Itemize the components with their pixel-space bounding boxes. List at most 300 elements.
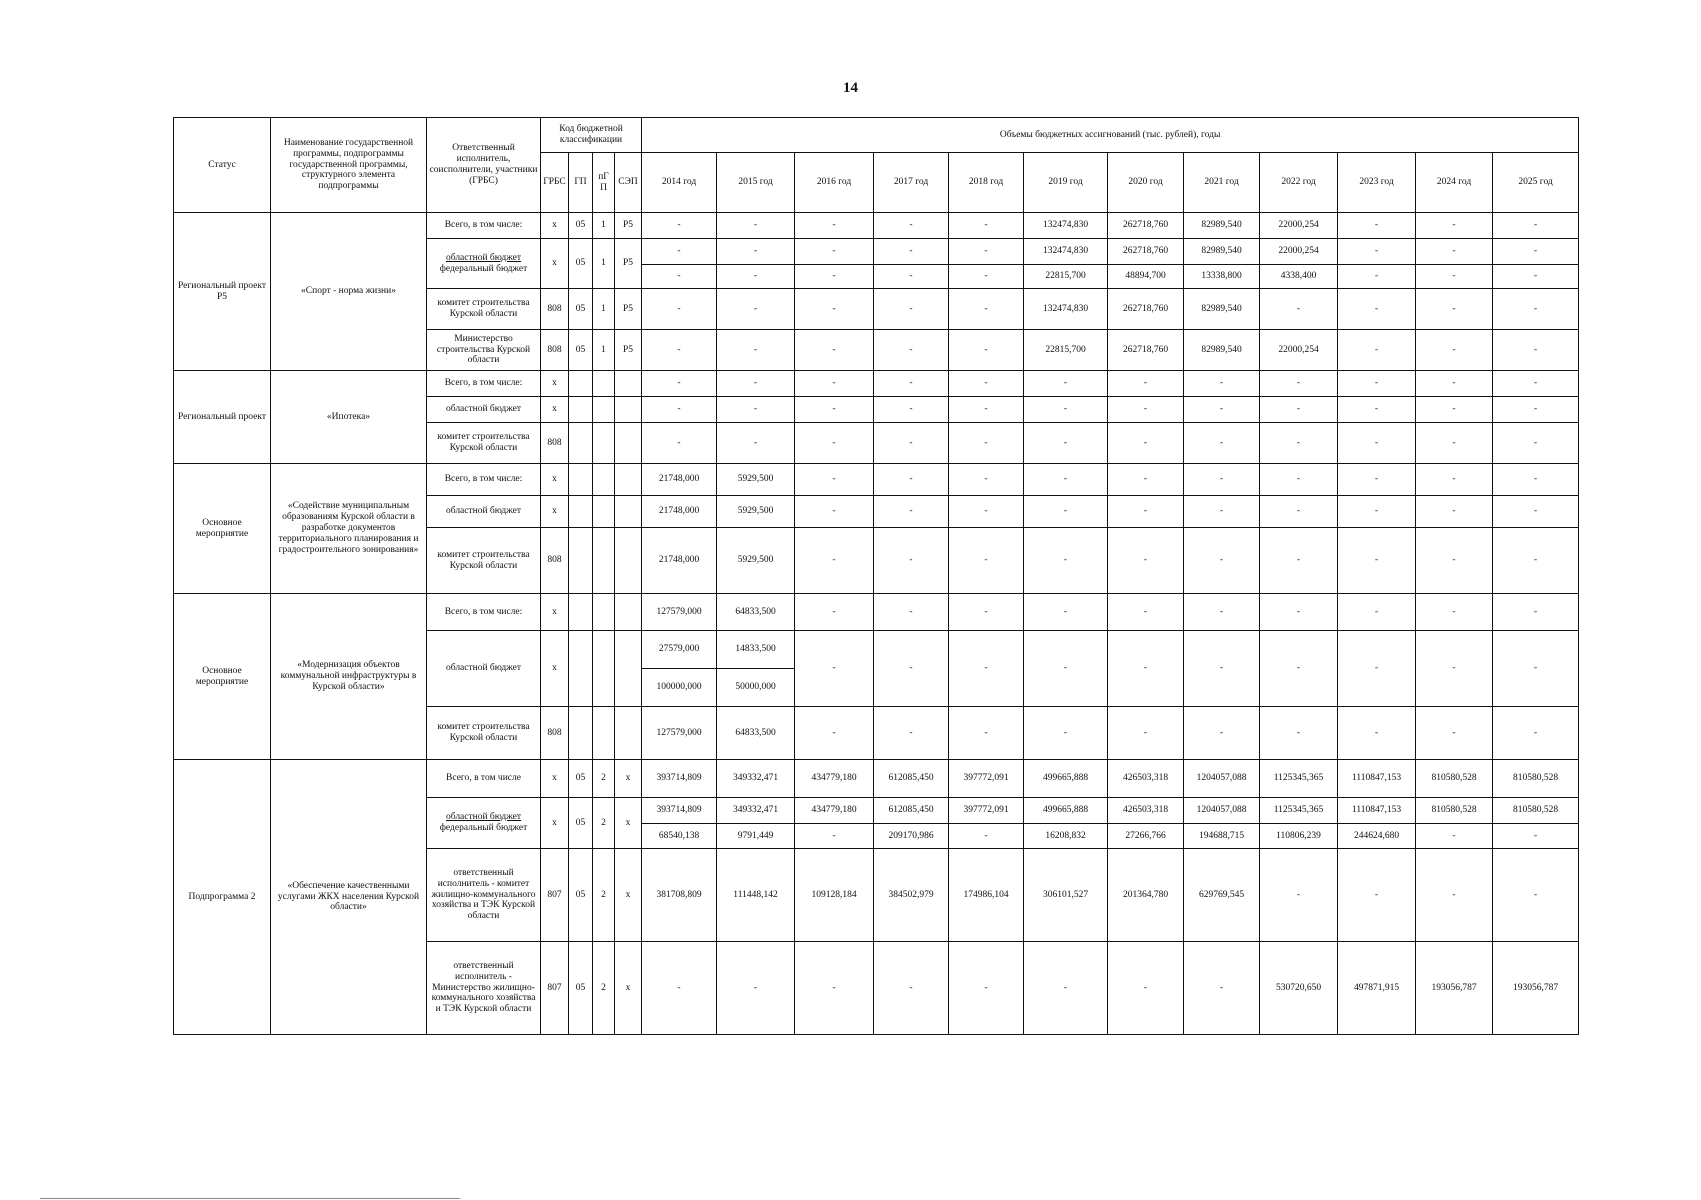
section-name: «Модернизация объектов коммунальной инфраструктуры в Курской области»: [271, 594, 427, 760]
value-cell: 530720,650: [1260, 942, 1338, 1035]
value-cell: 397772,091: [949, 798, 1024, 824]
value-cell: -: [1108, 528, 1184, 594]
value-cell: -: [1184, 397, 1260, 423]
value-cell: -: [949, 942, 1024, 1035]
value-cell: 262718,760: [1108, 239, 1184, 265]
budget-table: [173, 117, 1579, 1035]
section-status: Основное мероприятие: [174, 464, 271, 594]
value-cell: -: [949, 265, 1024, 289]
value-cell: -: [1260, 289, 1338, 330]
value-cell: -: [795, 496, 874, 528]
value-cell: -: [874, 707, 949, 760]
code-cell: [615, 594, 642, 631]
value-cell: 201364,780: [1108, 849, 1184, 942]
value-cell: -: [795, 824, 874, 849]
value-cell: -: [795, 528, 874, 594]
value-cell: -: [1416, 849, 1493, 942]
value-cell: -: [1493, 239, 1579, 265]
code-cell: х: [541, 798, 569, 849]
value-cell: -: [949, 631, 1024, 707]
section-name: «Спорт - норма жизни»: [271, 213, 427, 371]
value-cell: 262718,760: [1108, 213, 1184, 239]
value-cell: 82989,540: [1184, 330, 1260, 371]
value-cell: -: [795, 265, 874, 289]
value-cell: -: [1260, 528, 1338, 594]
value-cell: -: [1493, 213, 1579, 239]
header-responsible: Ответственный исполнитель, соисполнители, участники (ГРБС): [427, 118, 541, 213]
value-cell: -: [717, 265, 795, 289]
code-cell: 2: [593, 942, 615, 1035]
value-cell: 21748,000: [642, 464, 717, 496]
value-cell: 22000,254: [1260, 330, 1338, 371]
value-cell: -: [949, 213, 1024, 239]
header-code-2: пГП: [593, 153, 615, 213]
value-cell: 497871,915: [1338, 942, 1416, 1035]
value-cell: -: [874, 942, 949, 1035]
value-cell: -: [949, 824, 1024, 849]
code-cell: 05: [569, 330, 593, 371]
value-cell: -: [1024, 423, 1108, 464]
section-name: «Содействие муниципальным образованиям Курской области в разработке документов территориального планирования и градостроительного зонирования»: [271, 464, 427, 594]
value-cell: 262718,760: [1108, 330, 1184, 371]
value-cell: -: [949, 707, 1024, 760]
scan-edge: [40, 1198, 460, 1199]
code-cell: х: [541, 371, 569, 397]
value-cell: -: [874, 631, 949, 707]
header-code-1: ГП: [569, 153, 593, 213]
value-cell: -: [1338, 289, 1416, 330]
value-cell: -: [1338, 239, 1416, 265]
value-cell: 100000,000: [642, 669, 717, 707]
value-cell: 110806,239: [1260, 824, 1338, 849]
value-cell: -: [1338, 423, 1416, 464]
value-cell: -: [949, 528, 1024, 594]
code-cell: [569, 707, 593, 760]
code-cell: [615, 397, 642, 423]
value-cell: -: [1416, 289, 1493, 330]
value-cell: 306101,527: [1024, 849, 1108, 942]
value-cell: -: [1338, 397, 1416, 423]
section-name: «Ипотека»: [271, 371, 427, 464]
value-cell: -: [874, 239, 949, 265]
value-cell: -: [1338, 528, 1416, 594]
value-cell: -: [1260, 423, 1338, 464]
code-cell: 05: [569, 213, 593, 239]
value-cell: -: [1108, 423, 1184, 464]
value-cell: -: [1184, 528, 1260, 594]
code-cell: 807: [541, 849, 569, 942]
code-cell: х: [541, 496, 569, 528]
value-cell: -: [795, 330, 874, 371]
value-cell: -: [1416, 213, 1493, 239]
value-cell: -: [717, 942, 795, 1035]
value-cell: 393714,809: [642, 798, 717, 824]
value-cell: -: [1493, 594, 1579, 631]
code-cell: [615, 371, 642, 397]
code-cell: [569, 594, 593, 631]
header-year-5: 2019 год: [1024, 153, 1108, 213]
value-cell: -: [1260, 496, 1338, 528]
value-cell: 127579,000: [642, 707, 717, 760]
code-cell: 1: [593, 330, 615, 371]
code-cell: х: [615, 942, 642, 1035]
header-year-8: 2022 год: [1260, 153, 1338, 213]
value-cell: -: [1338, 213, 1416, 239]
responsible-label: федеральный бюджет: [439, 263, 528, 274]
value-cell: -: [795, 594, 874, 631]
value-cell: 193056,787: [1416, 942, 1493, 1035]
header-budget-code: Код бюджетной классификации: [541, 118, 642, 153]
responsible-cell: комитет строительства Курской области: [427, 707, 541, 760]
value-cell: -: [1184, 496, 1260, 528]
value-cell: -: [1108, 707, 1184, 760]
value-cell: 174986,104: [949, 849, 1024, 942]
value-cell: -: [949, 289, 1024, 330]
code-cell: х: [541, 239, 569, 289]
value-cell: -: [874, 265, 949, 289]
value-cell: 22815,700: [1024, 265, 1108, 289]
value-cell: -: [949, 464, 1024, 496]
value-cell: -: [874, 371, 949, 397]
value-cell: -: [717, 397, 795, 423]
code-cell: 807: [541, 942, 569, 1035]
value-cell: -: [642, 942, 717, 1035]
value-cell: 82989,540: [1184, 289, 1260, 330]
value-cell: 132474,830: [1024, 289, 1108, 330]
code-cell: [593, 631, 615, 707]
code-cell: [569, 397, 593, 423]
code-cell: 05: [569, 798, 593, 849]
value-cell: 1110847,153: [1338, 798, 1416, 824]
value-cell: -: [1493, 824, 1579, 849]
value-cell: -: [949, 594, 1024, 631]
header-year-3: 2017 год: [874, 153, 949, 213]
value-cell: -: [949, 496, 1024, 528]
value-cell: -: [1338, 631, 1416, 707]
value-cell: -: [1024, 397, 1108, 423]
value-cell: -: [1108, 371, 1184, 397]
value-cell: -: [717, 371, 795, 397]
value-cell: -: [1260, 631, 1338, 707]
code-cell: [593, 464, 615, 496]
value-cell: -: [1024, 594, 1108, 631]
value-cell: -: [874, 528, 949, 594]
value-cell: -: [1108, 397, 1184, 423]
value-cell: 810580,528: [1416, 760, 1493, 798]
value-cell: -: [1338, 707, 1416, 760]
value-cell: 5929,500: [717, 528, 795, 594]
code-cell: х: [541, 594, 569, 631]
header-year-10: 2024 год: [1416, 153, 1493, 213]
value-cell: -: [795, 464, 874, 496]
code-cell: 1: [593, 213, 615, 239]
value-cell: 21748,000: [642, 528, 717, 594]
value-cell: -: [874, 213, 949, 239]
responsible-cell: областной бюджет: [427, 631, 541, 707]
value-cell: 1125345,365: [1260, 798, 1338, 824]
value-cell: -: [1416, 397, 1493, 423]
value-cell: 1125345,365: [1260, 760, 1338, 798]
value-cell: -: [874, 464, 949, 496]
responsible-cell: Министерство строительства Курской области: [427, 330, 541, 371]
value-cell: -: [1416, 631, 1493, 707]
value-cell: 22000,254: [1260, 213, 1338, 239]
value-cell: 434779,180: [795, 760, 874, 798]
value-cell: 22000,254: [1260, 239, 1338, 265]
responsible-label: областной бюджет: [445, 812, 522, 823]
code-cell: Р5: [615, 289, 642, 330]
value-cell: -: [1493, 707, 1579, 760]
header-year-4: 2018 год: [949, 153, 1024, 213]
value-cell: -: [1338, 594, 1416, 631]
value-cell: 132474,830: [1024, 239, 1108, 265]
value-cell: 244624,680: [1338, 824, 1416, 849]
code-cell: 05: [569, 849, 593, 942]
header-year-1: 2015 год: [717, 153, 795, 213]
code-cell: [593, 371, 615, 397]
code-cell: х: [615, 760, 642, 798]
value-cell: -: [1493, 464, 1579, 496]
value-cell: 111448,142: [717, 849, 795, 942]
code-cell: [569, 496, 593, 528]
responsible-cell: ответственный исполнитель - Министерство жилищно-коммунального хозяйства и ТЭК Курской области: [427, 942, 541, 1035]
value-cell: -: [1024, 631, 1108, 707]
code-cell: [615, 631, 642, 707]
value-cell: -: [1493, 371, 1579, 397]
value-cell: -: [874, 594, 949, 631]
code-cell: х: [541, 397, 569, 423]
code-cell: 808: [541, 528, 569, 594]
section-status: Региональный проект Р5: [174, 213, 271, 371]
value-cell: 810580,528: [1493, 798, 1579, 824]
section-status: Региональный проект: [174, 371, 271, 464]
value-cell: -: [717, 239, 795, 265]
value-cell: -: [1416, 707, 1493, 760]
value-cell: -: [1024, 942, 1108, 1035]
code-cell: х: [541, 631, 569, 707]
value-cell: -: [949, 239, 1024, 265]
value-cell: 393714,809: [642, 760, 717, 798]
header-code-3: СЭП: [615, 153, 642, 213]
value-cell: 810580,528: [1416, 798, 1493, 824]
code-cell: 808: [541, 707, 569, 760]
responsible-label: областной бюджет: [445, 252, 522, 263]
value-cell: -: [717, 289, 795, 330]
value-cell: -: [1108, 594, 1184, 631]
value-cell: 612085,450: [874, 760, 949, 798]
code-cell: [593, 707, 615, 760]
responsible-cell: областной бюджет: [427, 496, 541, 528]
code-cell: х: [615, 798, 642, 849]
code-cell: 05: [569, 289, 593, 330]
value-cell: 349332,471: [717, 798, 795, 824]
table-row: [174, 371, 1579, 397]
value-cell: -: [1416, 423, 1493, 464]
value-cell: -: [1416, 528, 1493, 594]
table-row: [174, 213, 1579, 239]
page-number: 14: [843, 80, 858, 96]
responsible-cell: областной бюджет: [427, 397, 541, 423]
value-cell: 499665,888: [1024, 760, 1108, 798]
value-cell: 82989,540: [1184, 239, 1260, 265]
value-cell: -: [1024, 464, 1108, 496]
value-cell: -: [1416, 594, 1493, 631]
value-cell: -: [795, 397, 874, 423]
value-cell: -: [949, 330, 1024, 371]
code-cell: [569, 464, 593, 496]
code-cell: [615, 464, 642, 496]
value-cell: -: [795, 423, 874, 464]
value-cell: -: [1260, 707, 1338, 760]
table-row: [174, 760, 1579, 798]
value-cell: -: [642, 289, 717, 330]
code-cell: 808: [541, 423, 569, 464]
responsible-cell: Всего, в том числе:: [427, 371, 541, 397]
value-cell: -: [949, 371, 1024, 397]
value-cell: -: [874, 330, 949, 371]
responsible-cell: Всего, в том числе: [427, 760, 541, 798]
value-cell: -: [1493, 849, 1579, 942]
value-cell: -: [1108, 496, 1184, 528]
code-cell: [569, 528, 593, 594]
value-cell: -: [1493, 265, 1579, 289]
value-cell: -: [1493, 631, 1579, 707]
value-cell: -: [874, 496, 949, 528]
header-year-11: 2025 год: [1493, 153, 1579, 213]
value-cell: -: [1338, 496, 1416, 528]
value-cell: -: [1024, 707, 1108, 760]
code-cell: 808: [541, 289, 569, 330]
code-cell: [569, 371, 593, 397]
value-cell: -: [1260, 371, 1338, 397]
code-cell: [569, 631, 593, 707]
value-cell: 4338,400: [1260, 265, 1338, 289]
value-cell: -: [1416, 496, 1493, 528]
value-cell: -: [1108, 631, 1184, 707]
header-year-0: 2014 год: [642, 153, 717, 213]
value-cell: -: [1184, 631, 1260, 707]
table-row: [174, 464, 1579, 496]
responsible-cell: [427, 239, 541, 289]
value-cell: 64833,500: [717, 594, 795, 631]
value-cell: 5929,500: [717, 496, 795, 528]
value-cell: 68540,138: [642, 824, 717, 849]
value-cell: 1204057,088: [1184, 798, 1260, 824]
code-cell: [569, 423, 593, 464]
value-cell: -: [1416, 265, 1493, 289]
code-cell: 2: [593, 760, 615, 798]
value-cell: 48894,700: [1108, 265, 1184, 289]
value-cell: 13338,800: [1184, 265, 1260, 289]
code-cell: 1: [593, 239, 615, 289]
code-cell: х: [541, 213, 569, 239]
value-cell: 132474,830: [1024, 213, 1108, 239]
header-status: Статус: [174, 118, 271, 213]
value-cell: -: [795, 631, 874, 707]
value-cell: -: [642, 397, 717, 423]
value-cell: 193056,787: [1493, 942, 1579, 1035]
value-cell: 16208,832: [1024, 824, 1108, 849]
value-cell: -: [1416, 239, 1493, 265]
code-cell: 2: [593, 849, 615, 942]
code-cell: [593, 594, 615, 631]
value-cell: -: [642, 213, 717, 239]
code-cell: [593, 397, 615, 423]
value-cell: 21748,000: [642, 496, 717, 528]
value-cell: 22815,700: [1024, 330, 1108, 371]
value-cell: -: [949, 397, 1024, 423]
code-cell: [615, 423, 642, 464]
value-cell: -: [1024, 496, 1108, 528]
value-cell: -: [874, 423, 949, 464]
value-cell: -: [1024, 371, 1108, 397]
value-cell: -: [1184, 942, 1260, 1035]
code-cell: 2: [593, 798, 615, 849]
responsible-cell: Всего, в том числе:: [427, 213, 541, 239]
value-cell: -: [1260, 849, 1338, 942]
code-cell: [615, 496, 642, 528]
value-cell: -: [1184, 707, 1260, 760]
responsible-cell: комитет строительства Курской области: [427, 289, 541, 330]
value-cell: 194688,715: [1184, 824, 1260, 849]
value-cell: -: [1184, 464, 1260, 496]
code-cell: х: [541, 464, 569, 496]
value-cell: 1204057,088: [1184, 760, 1260, 798]
value-cell: 50000,000: [717, 669, 795, 707]
responsible-cell: [427, 798, 541, 849]
value-cell: 5929,500: [717, 464, 795, 496]
value-cell: 127579,000: [642, 594, 717, 631]
value-cell: -: [1184, 423, 1260, 464]
value-cell: 262718,760: [1108, 289, 1184, 330]
value-cell: -: [795, 942, 874, 1035]
value-cell: -: [1338, 265, 1416, 289]
code-cell: Р5: [615, 239, 642, 289]
code-cell: 05: [569, 942, 593, 1035]
header-volumes: Объемы бюджетных ассигнований (тыс. рублей), годы: [642, 118, 1579, 153]
value-cell: -: [1108, 464, 1184, 496]
value-cell: -: [1493, 330, 1579, 371]
section-status: Основное мероприятие: [174, 594, 271, 760]
value-cell: -: [1416, 464, 1493, 496]
value-cell: -: [795, 239, 874, 265]
code-cell: х: [541, 760, 569, 798]
value-cell: 384502,979: [874, 849, 949, 942]
responsible-cell: Всего, в том числе:: [427, 464, 541, 496]
header-year-6: 2020 год: [1108, 153, 1184, 213]
responsible-label: федеральный бюджет: [439, 823, 528, 833]
value-cell: 397772,091: [949, 760, 1024, 798]
value-cell: -: [874, 397, 949, 423]
value-cell: -: [1184, 371, 1260, 397]
responsible-cell: комитет строительства Курской области: [427, 528, 541, 594]
header-year-9: 2023 год: [1338, 153, 1416, 213]
responsible-cell: Всего, в том числе:: [427, 594, 541, 631]
value-cell: -: [949, 423, 1024, 464]
code-cell: х: [615, 849, 642, 942]
value-cell: 434779,180: [795, 798, 874, 824]
code-cell: [615, 528, 642, 594]
value-cell: -: [795, 707, 874, 760]
header-year-7: 2021 год: [1184, 153, 1260, 213]
value-cell: 109128,184: [795, 849, 874, 942]
code-cell: Р5: [615, 330, 642, 371]
value-cell: -: [1184, 594, 1260, 631]
value-cell: -: [1416, 371, 1493, 397]
value-cell: -: [1108, 942, 1184, 1035]
value-cell: 27266,766: [1108, 824, 1184, 849]
value-cell: -: [1338, 849, 1416, 942]
